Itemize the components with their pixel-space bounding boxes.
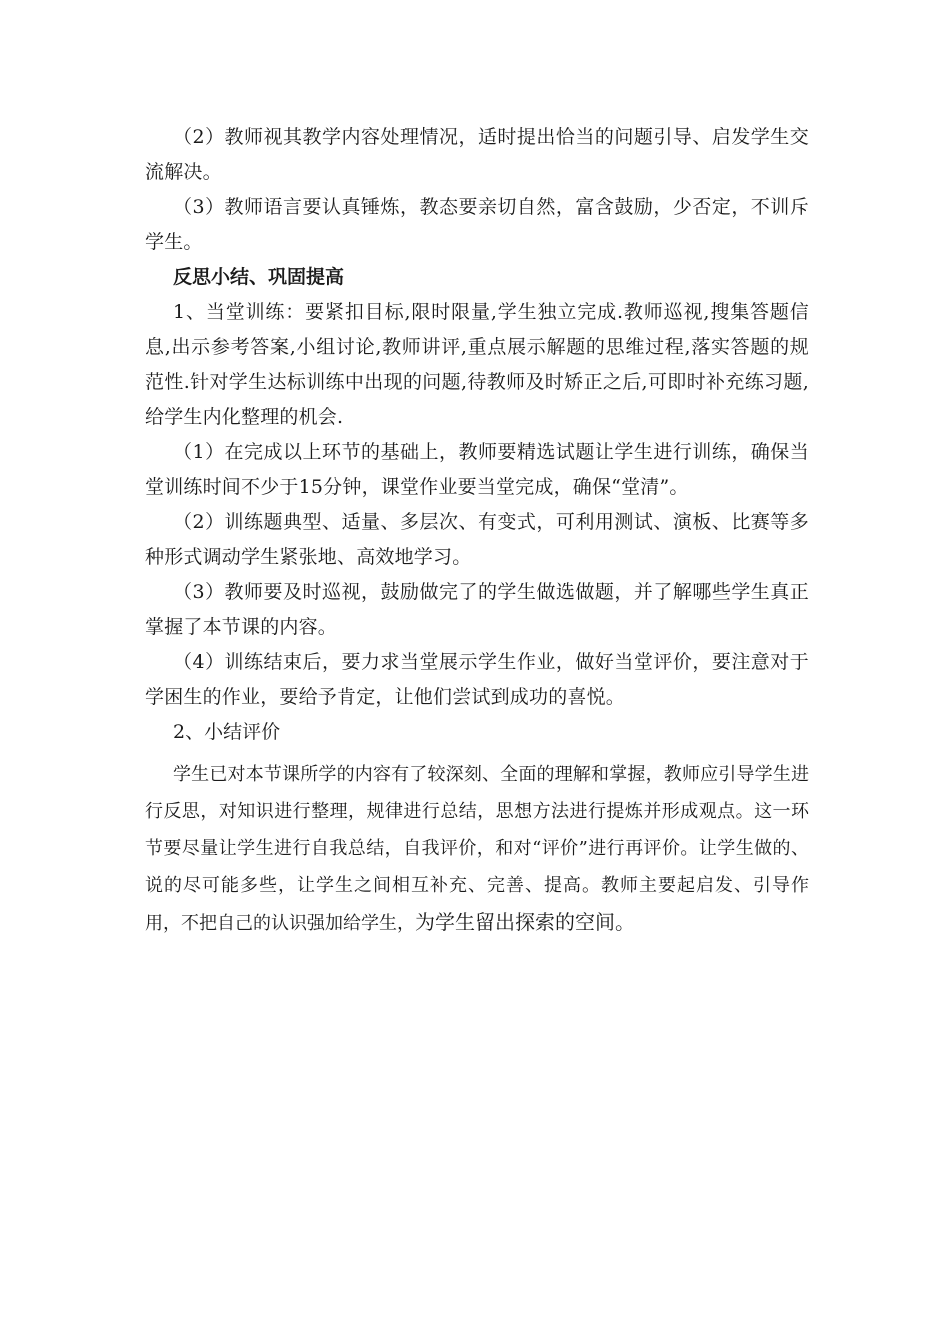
document-body	[145, 120, 809, 942]
summary-tail-text: 为学生留出探索的空间。	[415, 910, 635, 934]
section-heading-reflection: 反思小结、巩固提高	[173, 266, 345, 288]
paragraph-teacher-language: （3）教师语言要认真锤炼，教态要亲切自然，富含鼓励，少否定，不训斥学生。	[145, 196, 809, 253]
subheading-summary-evaluation: 2、小结评价	[173, 721, 281, 743]
paragraph-training-item-1: （1）在完成以上环节的基础上，教师要精选试题让学生进行训练，确保当堂训练时间不少于15分钟，课堂作业要当堂完成，确保“堂清”。	[145, 441, 809, 498]
paragraph-teacher-guidance: （2）教师视其教学内容处理情况，适时提出恰当的问题引导、启发学生交流解决。	[145, 126, 809, 183]
paragraph-training-item-4: （4）训练结束后，要力求当堂展示学生作业，做好当堂评价，要注意对于学困生的作业，要给予肯定，让他们尝试到成功的喜悦。	[145, 651, 809, 708]
paragraph-training-item-3: （3）教师要及时巡视，鼓励做完了的学生做选做题，并了解哪些学生真正掌握了本节课的内容。	[145, 581, 809, 638]
paragraph-classroom-training: 1、当堂训练：要紧扣目标,限时限量,学生独立完成.教师巡视,搜集答题信息,出示参考答案,小组讨论,教师讲评,重点展示解题的思维过程,落实答题的规范性.针对学生达标训练中出现的问题,待教师及时矫正之后,可即时补充练习题,给学生内化整理的机会.	[145, 301, 809, 428]
paragraph-summary-evaluation	[145, 756, 809, 942]
paragraph-training-item-2: （2）训练题典型、适量、多层次、有变式，可利用测试、演板、比赛等多种形式调动学生紧张地、高效地学习。	[145, 511, 809, 568]
summary-main-text: 学生已对本节课所学的内容有了较深刻、全面的理解和掌握，教师应引导学生进行反思，对知识进行整理，规律进行总结，思想方法进行提炼并形成观点。这一环节要尽量让学生进行自我总结，自我评价，和对“评价”进行再评价。让学生做的、说的尽可能多些，让学生之间相互补充、完善、提高。教师主要起启发、引导作用，不把自己的认识强加给学生，	[145, 764, 809, 934]
